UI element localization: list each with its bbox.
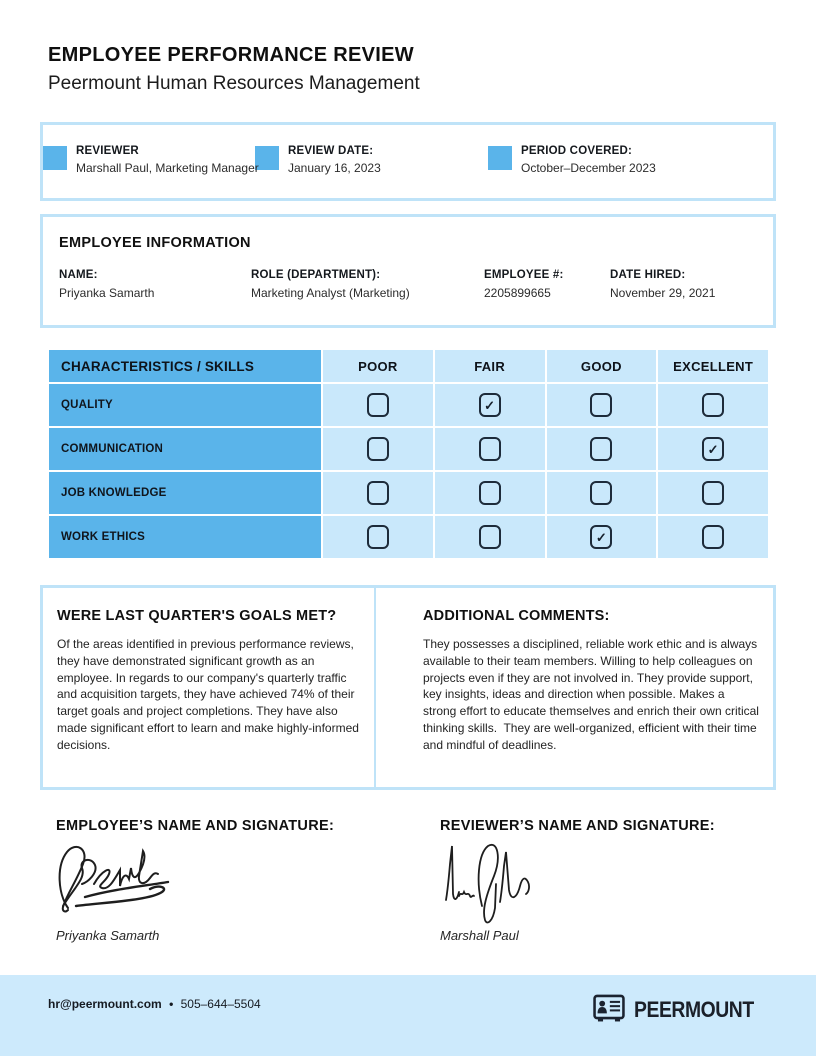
info-field-name: [59, 269, 154, 300]
skill-cell-job-knowledge: JOB KNOWLEDGE: [49, 472, 321, 514]
info-field-role-department: [251, 269, 410, 300]
employee-info-title: EMPLOYEE INFORMATION: [59, 235, 251, 251]
rating-cell-communication-poor: [323, 428, 433, 470]
footer: [0, 975, 816, 1056]
info-field-date-hired: [610, 269, 715, 300]
column-divider: [374, 588, 376, 787]
meta-value: October–December 2023: [521, 161, 656, 175]
info-label: EMPLOYEE #:: [484, 269, 564, 281]
rating-cell-job-knowledge-good: [547, 472, 657, 514]
brand-logo: [592, 990, 770, 1029]
blue-square-bullet-icon: [43, 146, 67, 170]
rating-cell-quality-excellent: [658, 384, 768, 426]
info-value: 2205899665: [484, 286, 551, 300]
info-field-employee: [484, 269, 564, 300]
checkbox-job-knowledge-excellent[interactable]: [702, 481, 724, 505]
rating-cell-quality-fair: [435, 384, 545, 426]
meta-item-reviewer: [43, 145, 259, 175]
reviewer-printed-name: Marshall Paul: [440, 928, 519, 943]
meta-item-review-date: [255, 145, 381, 175]
brand-wordmark: PEERMOUNT: [633, 996, 754, 1022]
rating-cell-communication-excellent: [658, 428, 768, 470]
table-header-fair: FAIR: [435, 350, 545, 382]
goals-body: Of the areas identified in previous performance reviews, they have demonstrated significant growth as an employee. In regards to our company's quarterly traffic and acquisition targets, they have achieved 74% of their target goals and project completions. They have also made significant effort to learn and make highly-informed decisions.: [57, 637, 363, 752]
checkbox-quality-fair[interactable]: [479, 393, 501, 417]
meta-label: REVIEWER: [76, 145, 139, 157]
meta-label: PERIOD COVERED:: [521, 145, 632, 157]
skill-cell-quality: QUALITY: [49, 384, 321, 426]
checkbox-work-ethics-poor[interactable]: [367, 525, 389, 549]
checkbox-communication-excellent[interactable]: [702, 437, 724, 461]
page-title: EMPLOYEE PERFORMANCE REVIEW: [48, 44, 414, 66]
checkbox-quality-poor[interactable]: [367, 393, 389, 417]
rating-cell-communication-good: [547, 428, 657, 470]
employee-printed-name: Priyanka Samarth: [56, 928, 160, 943]
table-header-poor: POOR: [323, 350, 433, 382]
checkmark-icon: ✓: [484, 397, 496, 413]
meta-item-period-covered: [488, 145, 656, 175]
comments-section: [423, 608, 761, 754]
rating-cell-work-ethics-good: [547, 516, 657, 558]
footer-contact: [48, 997, 261, 1011]
skills-rating-table: [49, 350, 768, 558]
rating-cell-work-ethics-fair: [435, 516, 545, 558]
checkbox-job-knowledge-good[interactable]: [590, 481, 612, 505]
rating-cell-job-knowledge-fair: [435, 472, 545, 514]
checkbox-job-knowledge-poor[interactable]: [367, 481, 389, 505]
checkbox-quality-excellent[interactable]: [702, 393, 724, 417]
rating-cell-quality-poor: [323, 384, 433, 426]
table-header-excellent: EXCELLENT: [658, 350, 768, 382]
comments-body: They possesses a disciplined, reliable work ethic and is always available to their team members. Willing to help colleagues on projects even if they are not involved in. They provide support, key insights, ideas and direction when possible. Makes a strong effort to educate themselves and enrich their own critical thinking skills. They are well-organized, efficient with their time and mindful of deadlines.: [423, 637, 763, 752]
skill-cell-work-ethics: WORK ETHICS: [49, 516, 321, 558]
checkbox-work-ethics-fair[interactable]: [479, 525, 501, 549]
rating-cell-work-ethics-poor: [323, 516, 433, 558]
contact-phone: 505–644–5504: [180, 997, 261, 1011]
rating-cell-work-ethics-excellent: [658, 516, 768, 558]
info-label: NAME:: [59, 269, 98, 281]
id-badge-icon: [592, 990, 626, 1029]
bullet-separator: •: [169, 997, 174, 1011]
checkbox-work-ethics-excellent[interactable]: [702, 525, 724, 549]
blue-square-bullet-icon: [488, 146, 512, 170]
checkbox-job-knowledge-fair[interactable]: [479, 481, 501, 505]
meta-label: REVIEW DATE:: [288, 145, 374, 157]
employee-signature-label: EMPLOYEE’S NAME AND SIGNATURE:: [56, 818, 335, 834]
comments-title: ADDITIONAL COMMENTS:: [423, 608, 610, 624]
goals-section: [57, 608, 365, 754]
rating-cell-job-knowledge-poor: [323, 472, 433, 514]
reviewer-signature-label: REVIEWER’S NAME AND SIGNATURE:: [440, 818, 715, 834]
checkmark-icon: ✓: [595, 529, 607, 545]
meta-value: January 16, 2023: [288, 161, 381, 175]
rating-cell-job-knowledge-excellent: [658, 472, 768, 514]
reviewer-signature-image: [438, 836, 533, 933]
info-value: Priyanka Samarth: [59, 286, 155, 300]
employee-info-box: [40, 214, 776, 328]
info-value: November 29, 2021: [610, 286, 716, 300]
contact-email[interactable]: hr@peermount.com: [48, 997, 162, 1011]
checkbox-communication-good[interactable]: [590, 437, 612, 461]
page-subtitle: Peermount Human Resources Management: [48, 73, 420, 94]
info-label: ROLE (DEPARTMENT):: [251, 269, 381, 281]
review-meta-box: [40, 122, 776, 201]
skill-cell-communication: COMMUNICATION: [49, 428, 321, 470]
info-label: DATE HIRED:: [610, 269, 686, 281]
employee-signature-image: [52, 842, 187, 922]
table-header-skills: CHARACTERISTICS / SKILLS: [49, 350, 321, 382]
rating-cell-communication-fair: [435, 428, 545, 470]
goals-title: WERE LAST QUARTER'S GOALS MET?: [57, 608, 337, 624]
checkmark-icon: ✓: [707, 441, 719, 457]
checkbox-quality-good[interactable]: [590, 393, 612, 417]
checkbox-work-ethics-good[interactable]: [590, 525, 612, 549]
meta-value: Marshall Paul, Marketing Manager: [76, 161, 259, 175]
checkbox-communication-fair[interactable]: [479, 437, 501, 461]
info-value: Marketing Analyst (Marketing): [251, 286, 410, 300]
table-header-good: GOOD: [547, 350, 657, 382]
goals-comments-box: [40, 585, 776, 790]
rating-cell-quality-good: [547, 384, 657, 426]
checkbox-communication-poor[interactable]: [367, 437, 389, 461]
